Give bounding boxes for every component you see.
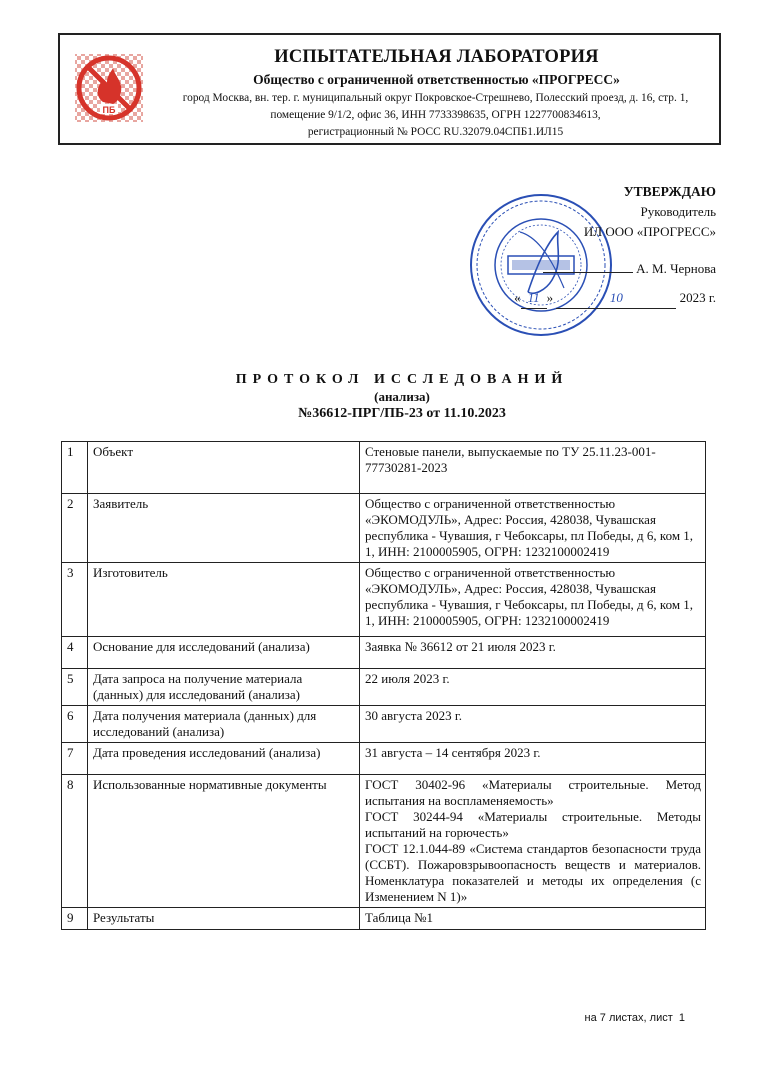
table-row: 8 Использованные нормативные документы ГОСТ 30402-96 «Материалы строительные. Метод испытания на воспламеняемость» ГОСТ 30244-94 «Материалы строительные. Методы испытаний на горючесть» ГОСТ 12.1.044-89 «Система стандартов безопасности труда (ССБТ). Пожаровзрывоопасность веществ и материалов. Номенклатура показателей и методы их определения (с Изменением N 1)» xyxy=(62,775,706,908)
date-year: 2023 г. xyxy=(679,290,716,305)
table-row: 7 Дата проведения исследований (анализа) 31 августа – 14 сентября 2023 г. xyxy=(62,743,706,775)
svg-text:ПБ: ПБ xyxy=(102,105,116,115)
protocol-subtitle: (анализа) xyxy=(374,389,430,404)
protocol-title: ПРОТОКОЛ ИССЛЕДОВАНИЙ xyxy=(235,372,569,387)
lab-address: город Москва, вн. тер. г. муниципальный округ Покровское-Стрешнево, Полесский проезд, д. 16, стр. 1, помещение 9/1/2, офис 36, ИНН 7733398635, ОГРН 1227700834613, регистрационный № РОСС RU.32079.04СПБ1.ИЛ15 xyxy=(182,92,689,138)
fire-safety-logo-icon xyxy=(73,52,145,124)
table-row: 6 Дата получения материала (данных) для исследований (анализа) 30 августа 2023 г. xyxy=(62,706,706,743)
approval-block xyxy=(514,182,716,309)
table-row: 5 Дата запроса на получение материала (данных) для исследований (анализа) 22 июля 2023 г. xyxy=(62,669,706,706)
table-row: 2 Заявитель Общество с ограниченной ответственностью «ЭКОМОДУЛЬ», Адрес: Россия, 428038, Чувашская республика - Чувашия, г Чебоксары, пл Победы, д 6, ком 1, 1, ИНН: 2100005905, ОГРН: 1232100002419 xyxy=(62,494,706,563)
table-row: 3 Изготовитель Общество с ограниченной ответственностью «ЭКОМОДУЛЬ», Адрес: Россия, 428038, Чувашская республика - Чувашия, г Чебоксары, пл Победы, д 6, ком 1, 1, ИНН: 2100005905, ОГРН: 1232100002419 xyxy=(62,563,706,637)
lab-header xyxy=(58,33,721,145)
approval-signature-line xyxy=(514,259,716,279)
protocol-number: №36612-ПРГ/ПБ-23 от 11.10.2023 xyxy=(298,406,506,421)
approval-org: ИЛ ООО «ПРОГРЕСС» xyxy=(583,224,716,239)
table-row: 4 Основание для исследований (анализа) Заявка № 36612 от 21 июля 2023 г. xyxy=(62,637,706,669)
approval-title: УТВЕРЖДАЮ xyxy=(623,184,716,199)
approval-position: Руководитель xyxy=(640,204,716,219)
protocol-table xyxy=(61,441,706,930)
page-footer: на 7 листах, лист 1 xyxy=(584,1012,685,1024)
date-day: 11 xyxy=(521,288,547,309)
table-row: 1 Объект Стеновые панели, выпускаемые по ТУ 25.11.23-001-77730281-2023 xyxy=(62,442,706,494)
approval-date: « 11 » 10 2023 г. xyxy=(514,288,716,309)
date-month: 10 xyxy=(556,288,676,309)
page-number: 1 xyxy=(678,1012,685,1024)
org-name: Общество с ограниченной ответственностью «ПРОГРЕСС» xyxy=(253,72,620,87)
approver-name: А. М. Чернова xyxy=(636,261,716,276)
lab-title: ИСПЫТАТЕЛЬНАЯ ЛАБОРАТОРИЯ xyxy=(274,47,599,67)
table-row: 9 Результаты Таблица №1 xyxy=(62,908,706,930)
protocol-heading xyxy=(0,372,764,423)
